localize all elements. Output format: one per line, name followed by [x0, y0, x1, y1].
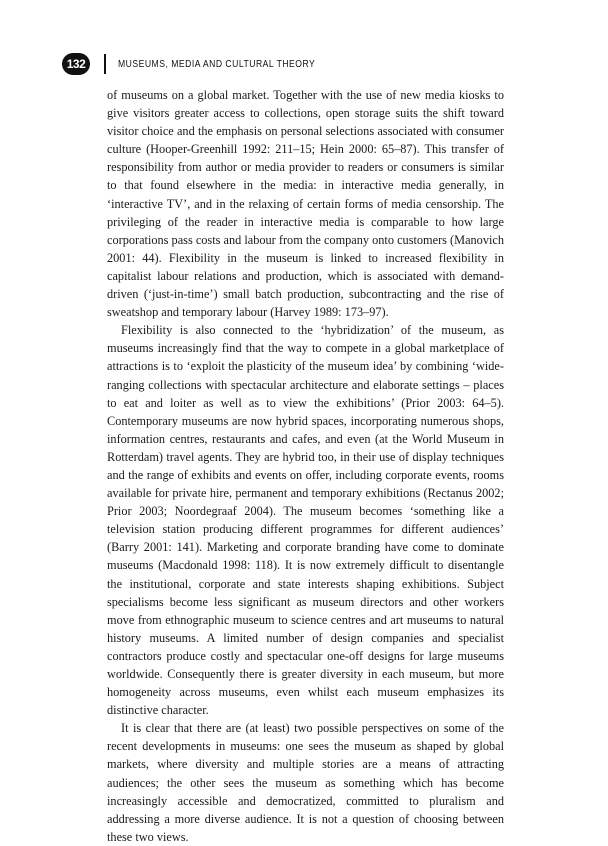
paragraph-hybridization: Flexibility is also connected to the ‘hybridization’ of the museum, as museums increasingly find that the way to compete in a global marketplace of attractions is to ‘exploit the plasticity of the museum idea’ by combining ‘wide-ranging collections with spectacular architecture and elaborate settings – places to eat and loiter as well as to view the exhibitions’ (Prior 2003: 64–5). Contemporary museums are now hybrid spaces, incorporating numerous shops, information centres, restaurants and cafes, and even (at the World Museum in Rotterdam) travel agents. They are hybrid too, in their use of display techniques and the range of exhibits and events on offer, including corporate events, rooms available for private hire, permanent and temporary exhibitions (Rectanus 2002; Prior 2003; Noordegraaf 2004). The museum becomes ‘something like a television station producing different programmes for different audiences’ (Barry 2001: 141). Marketing and corporate branding have come to dominate museums (Macdonald 1998: 118). It is now extremely difficult to disentangle the institutional, corporate and state interests shaping exhibitions. Subject specialisms become less significant as museum directors and other workers move from ethnographic museum to science centres and art museums to natural history museums. A limited number of design companies and specialist contractors produce costly and spectacular one-off designs for large museums worldwide. Consequently there is greater diversity in each museum, but more homogeneity across museums, even whilst each museum emphasizes its distinctive character.	[107, 323, 504, 718]
page-number: 132	[62, 53, 90, 75]
body-text	[107, 86, 504, 846]
paragraph-continued: of museums on a global market. Together with the use of new media kiosks to give visitors greater access to collections, open storage suits the shift toward visitor choice and the emphasis on personal selections associated with consumer culture (Hooper-Greenhill 1992: 211–15; Hein 2000: 65–87). This transfer of responsibility from author or media provider to readers or consumers is similar to that found elsewhere in the media: in interactive media generally, in ‘interactive TV’, and in the relaxing of certain forms of media censorship. The privileging of the reader in interactive media is comparable to how large corporations pass costs and labour from the company onto customers (Manovich 2001: 44). Flexibility in the museum is linked to increased flexibility in capitalist labour relations and production, which is associated with demand-driven (‘just-in-time’) small batch production, subcontracting and the rise of sweatshop and temporary labour (Harvey 1989: 173–97).	[107, 88, 504, 320]
book-title: MUSEUMS, MEDIA AND CULTURAL THEORY	[118, 58, 316, 70]
paragraph-perspectives: It is clear that there are (at least) two possible perspectives on some of the recent developments in museums: one sees the museum as shaped by global markets, where diversity and multiple stories are a means of attracting audiences; the other sees the museum as something which has become increasingly accessible and democratized, committed to pluralism and addressing a more diverse audience. It is not a question of choosing between these two views.	[107, 721, 504, 844]
header-divider	[104, 54, 106, 74]
running-head	[62, 52, 359, 76]
